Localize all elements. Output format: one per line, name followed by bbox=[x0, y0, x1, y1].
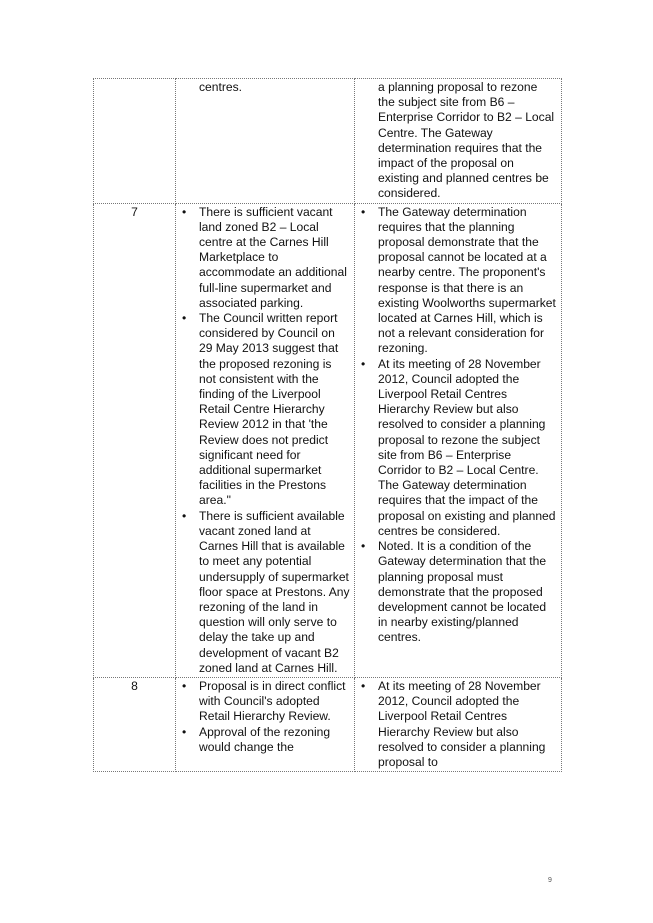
list-item: • There is sufficient available vacant zoned land at Carnes Hill that is available to meet any potential undersupply of supermarket floor space at Prestons. Any rezoning of the land in question will only serve to delay the take up and development of vacant B2 zoned land at Carnes Hill. bbox=[180, 509, 350, 676]
list-item: • Proposal is in direct conflict with Council's adopted Retail Hierarchy Review. bbox=[180, 679, 350, 725]
response-cell bbox=[355, 677, 562, 771]
list-item: • There is sufficient vacant land zoned B2 – Local centre at the Carnes Hill Marketplace to accommodate an additional full-line supermarket and associated parking. bbox=[180, 205, 350, 311]
submission-cell bbox=[176, 79, 355, 204]
response-cell bbox=[355, 203, 562, 677]
list-item: • At its meeting of 28 November 2012, Council adopted the Liverpool Retail Centres Hierarchy Review but also resolved to consider a planning proposal to bbox=[359, 679, 557, 770]
list-item: • At its meeting of 28 November 2012, Council adopted the Liverpool Retail Centres Hierarchy Review but also resolved to consider a planning proposal to rezone the subject site from B6 – Enterprise Corridor to B2 – Local Centre. The Gateway determination requires that the impact of the proposal on existing and planned centres be considered. bbox=[359, 357, 557, 539]
row-number: 7 bbox=[94, 203, 176, 677]
submission-cell bbox=[176, 677, 355, 771]
submission-list bbox=[180, 205, 350, 676]
response-list bbox=[359, 205, 557, 646]
submission-cell bbox=[176, 203, 355, 677]
response-list bbox=[359, 679, 557, 770]
page-number: 9 bbox=[548, 877, 552, 884]
table-row bbox=[94, 203, 562, 677]
list-item: • The Council written report considered by Council on 29 May 2013 suggest that the proposed rezoning is not consistent with the finding of the Liverpool Retail Centre Hierarchy Review 2012 in that 'the Review does not predict significant need for additional supermarket facilities in the Prestons area." bbox=[180, 311, 350, 509]
table-row bbox=[94, 79, 562, 204]
list-item: • Approval of the rezoning would change the bbox=[180, 725, 350, 755]
response-continuation: a planning proposal to rezone the subject site from B6 – Enterprise Corridor to B2 – Local Centre. The Gateway determination requires that the impact of the proposal on existing and planned centres be considered. bbox=[378, 80, 555, 201]
submission-list bbox=[180, 679, 350, 755]
list-item: • The Gateway determination requires that the planning proposal demonstrate that the proposal cannot be located at a nearby centre. The proponent's response is that there is an existing Woolworths supermarket located at Carnes Hill, which is not a relevant consideration for rezoning. bbox=[359, 205, 557, 357]
submissions-table bbox=[93, 78, 562, 772]
list-item: • Noted. It is a condition of the Gateway determination that the planning proposal must demonstrate that the proposed development cannot be located in nearby existing/planned centres. bbox=[359, 539, 557, 645]
submission-continuation: centres. bbox=[199, 80, 243, 94]
response-cell bbox=[355, 79, 562, 204]
table-row bbox=[94, 677, 562, 771]
row-number bbox=[94, 79, 176, 204]
row-number: 8 bbox=[94, 677, 176, 771]
